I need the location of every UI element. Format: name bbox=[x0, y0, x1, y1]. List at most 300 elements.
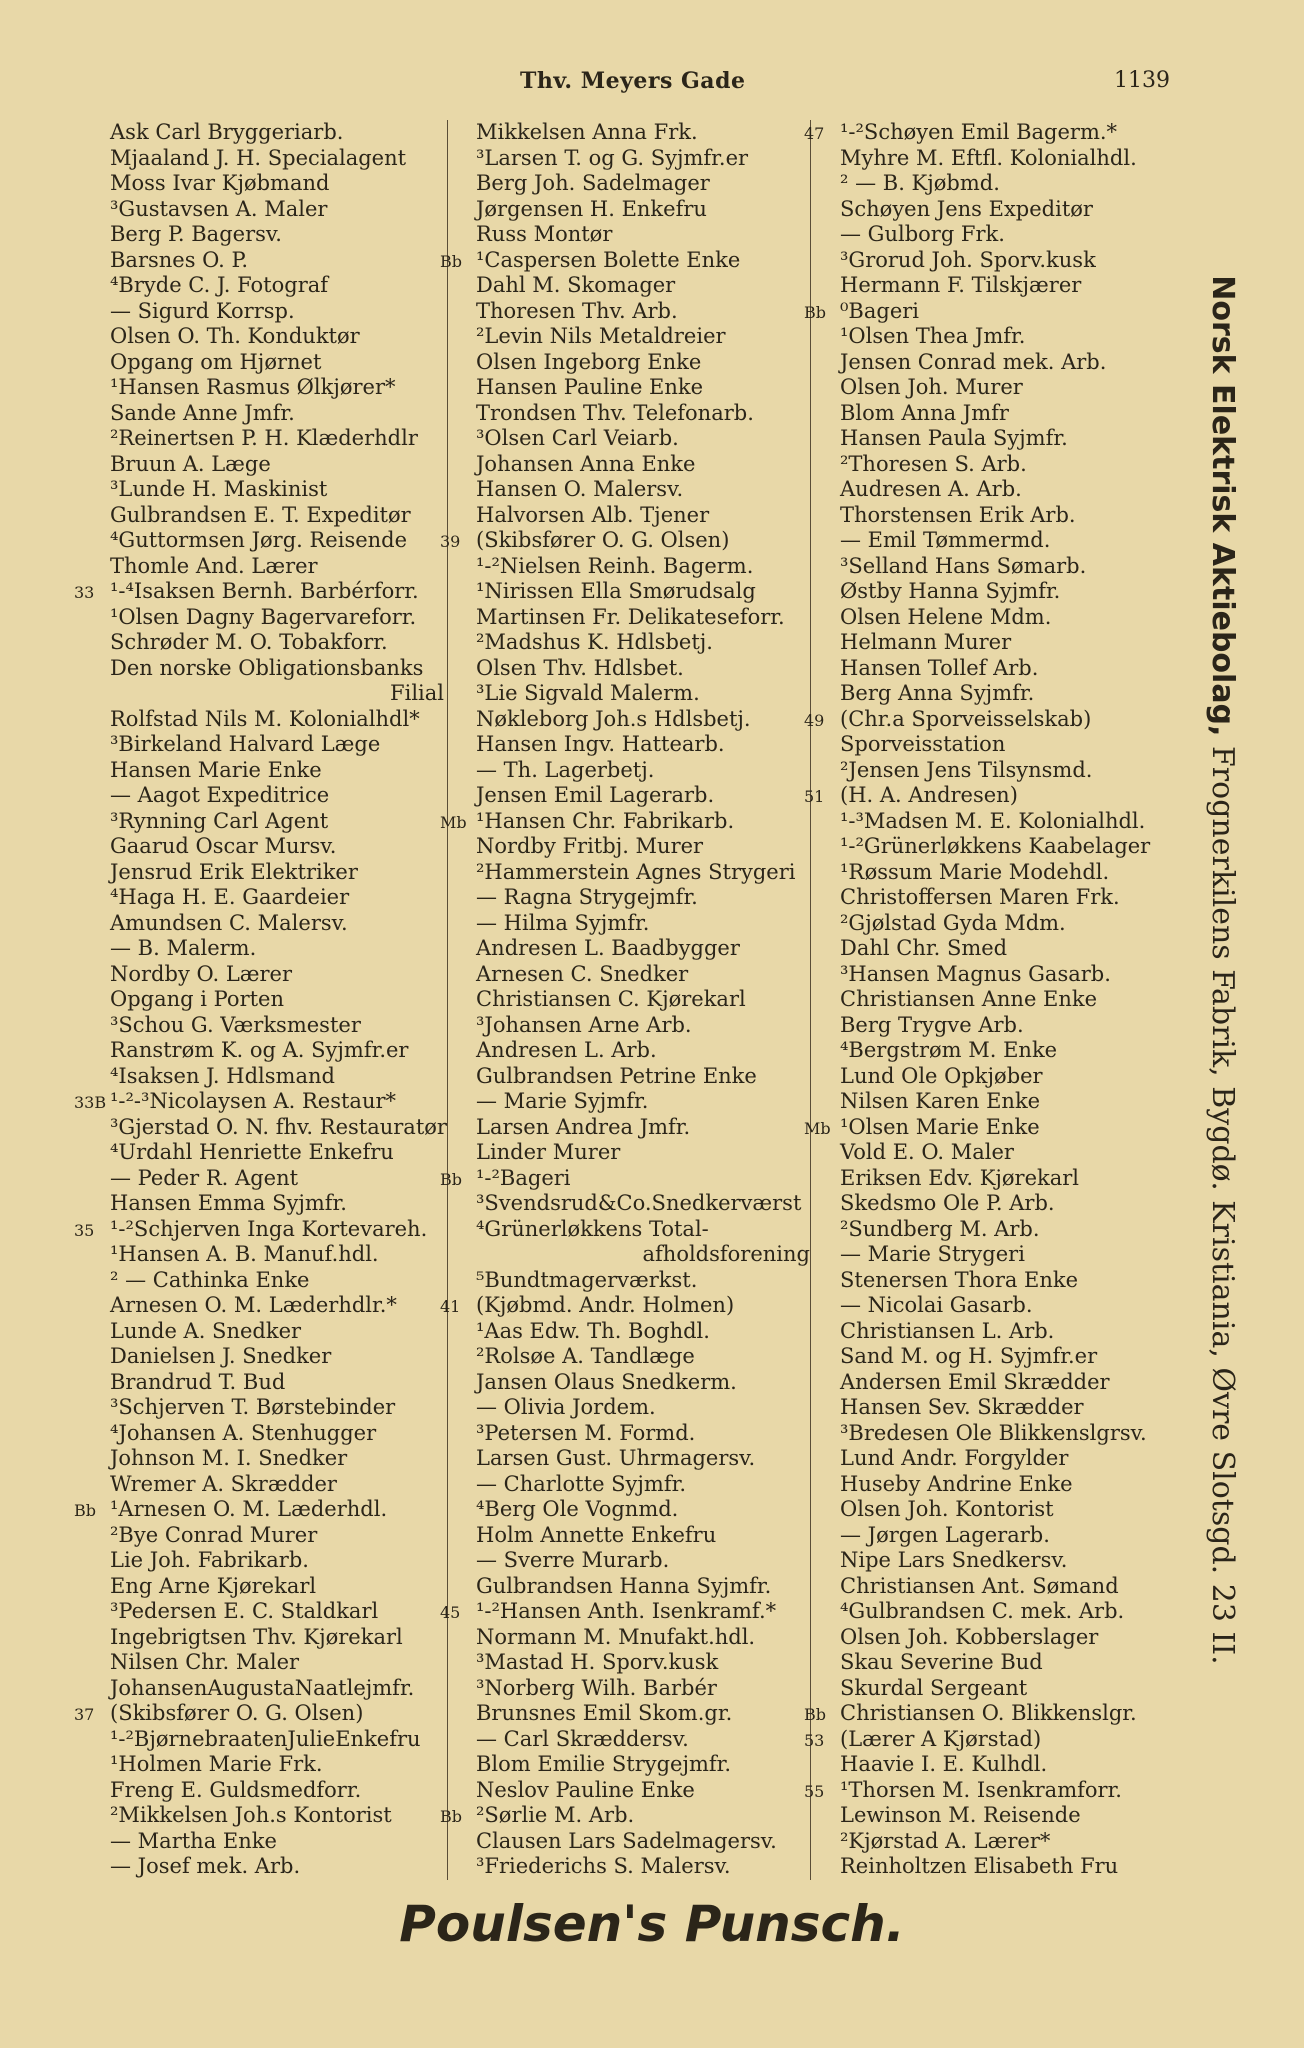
entry-text: Lund Ole Opkjøber bbox=[840, 1063, 1043, 1088]
directory-entry bbox=[804, 732, 1174, 758]
directory-entry bbox=[74, 1446, 444, 1472]
entry-text: ²Rolsøe A. Tandlæge bbox=[476, 1344, 695, 1368]
entry-text: ²Mikkelsen Joh.s Kontorist bbox=[110, 1803, 392, 1827]
entry-text: — Charlotte Syjmfr. bbox=[476, 1471, 687, 1496]
entry-text: Nøkleborg Joh.s Hdlsbetj. bbox=[476, 706, 751, 731]
directory-entry bbox=[804, 1166, 1174, 1192]
house-number: 55 bbox=[804, 1781, 825, 1801]
directory-entry bbox=[804, 834, 1174, 860]
entry-text: ¹Thorsen M. Isenkramforr. bbox=[840, 1777, 1122, 1802]
entry-text: — Nicolai Gasarb. bbox=[840, 1293, 1033, 1317]
directory-entry bbox=[804, 1676, 1174, 1702]
directory-entry bbox=[74, 860, 444, 886]
entry-text: ⁴Johansen A. Stenhugger bbox=[110, 1420, 377, 1445]
entry-text: ² — B. Kjøbmd. bbox=[840, 171, 1000, 195]
directory-entry bbox=[804, 1013, 1174, 1039]
entry-text: Neslov Pauline Enke bbox=[476, 1777, 695, 1802]
page-header bbox=[0, 68, 1304, 108]
entry-text: (Skibsfører O. G. Olsen) bbox=[110, 1701, 364, 1725]
entry-text: Reinholtzen Elisabeth Fru bbox=[840, 1854, 1119, 1878]
directory-entry bbox=[440, 1472, 810, 1498]
entry-text: ³Gjerstad O. N. fhv. Restauratør bbox=[110, 1114, 447, 1139]
directory-entry bbox=[74, 1140, 444, 1166]
entry-text: Opgang i Porten bbox=[110, 987, 285, 1011]
directory-entry bbox=[74, 834, 444, 860]
directory-entry bbox=[440, 630, 810, 656]
directory-entry bbox=[804, 885, 1174, 911]
entry-text: Haavie I. E. Kulhdl. bbox=[840, 1752, 1048, 1776]
entry-text: ¹Nirissen Ella Smørudsalg bbox=[476, 579, 756, 603]
directory-entry bbox=[804, 1421, 1174, 1447]
directory-entry bbox=[74, 120, 444, 146]
directory-entry bbox=[804, 1319, 1174, 1345]
house-number: 39 bbox=[440, 532, 461, 551]
entry-text: — Ragna Strygejmfr. bbox=[476, 885, 698, 909]
entry-text: Lund Andr. Forgylder bbox=[840, 1446, 1069, 1470]
entry-text: ¹Hansen A. B. Manuf.hdl. bbox=[110, 1242, 379, 1266]
entry-text: Russ Montør bbox=[476, 222, 613, 246]
directory-entry bbox=[804, 1650, 1174, 1676]
entry-text: JohansenAugustaNaatlejmfr. bbox=[110, 1675, 415, 1700]
entry-text: Olsen Helene Mdm. bbox=[840, 604, 1052, 629]
entry-text: Berg Joh. Sadelmager bbox=[476, 171, 710, 195]
column-1 bbox=[74, 120, 447, 1880]
directory-entry bbox=[74, 630, 444, 656]
entry-text: Jensen Emil Lagerarb. bbox=[476, 783, 715, 807]
directory-entry bbox=[440, 758, 810, 784]
directory-entry bbox=[74, 503, 444, 529]
entry-text: ¹Røssum Marie Modehdl. bbox=[840, 859, 1110, 884]
directory-entry bbox=[440, 299, 810, 325]
directory-entry bbox=[440, 1829, 810, 1855]
directory-entry bbox=[804, 1829, 1174, 1855]
directory-entry bbox=[804, 1727, 1174, 1753]
house-number: Bb bbox=[804, 1705, 826, 1724]
entry-text: — Emil Tømmermd. bbox=[840, 528, 1051, 552]
directory-entry bbox=[440, 1523, 810, 1549]
entry-text: ¹-²Grünerløkkens Kaabelager bbox=[840, 834, 1151, 858]
entry-text: Halvorsen Alb. Tjener bbox=[476, 502, 710, 527]
entry-text: — Martha Enke bbox=[110, 1828, 277, 1853]
directory-entry bbox=[440, 911, 810, 937]
directory-entry bbox=[74, 554, 444, 580]
directory-entry bbox=[74, 758, 444, 784]
directory-entry bbox=[804, 171, 1174, 197]
directory-entry bbox=[804, 936, 1174, 962]
entry-text: Hansen Sev. Skrædder bbox=[840, 1395, 1084, 1419]
entry-text: ¹Olsen Dagny Bagervareforr. bbox=[110, 604, 417, 629]
entry-text: ⁵Bundtmagerværkst. bbox=[476, 1267, 698, 1292]
directory-entry bbox=[74, 1421, 444, 1447]
directory-entry bbox=[440, 1038, 810, 1064]
directory-entry bbox=[804, 1293, 1174, 1319]
entry-text: ³Birkeland Halvard Læge bbox=[110, 732, 381, 756]
entry-text: — Hilma Syjmfr. bbox=[476, 910, 650, 935]
directory-entry bbox=[804, 1268, 1174, 1294]
directory-entry bbox=[74, 1268, 444, 1294]
directory-entry bbox=[804, 503, 1174, 529]
directory-entry bbox=[804, 1089, 1174, 1115]
directory-entry bbox=[440, 1752, 810, 1778]
directory-entry bbox=[804, 1778, 1174, 1804]
directory-entry bbox=[804, 860, 1174, 886]
directory-entry bbox=[440, 1370, 810, 1396]
directory-entry bbox=[74, 1370, 444, 1396]
entry-text: Olsen O. Th. Konduktør bbox=[110, 324, 360, 348]
entry-text: Den norske Obligationsbanks bbox=[110, 655, 424, 680]
entry-text: ¹Olsen Thea Jmfr. bbox=[840, 324, 1026, 348]
entry-text: Østby Hanna Syjmfr. bbox=[840, 579, 1061, 603]
house-number: 33B bbox=[74, 1093, 107, 1112]
entry-text: Blom Anna Jmfr bbox=[840, 400, 1009, 425]
entry-text: — Sigurd Korrsp. bbox=[110, 298, 295, 323]
entry-text: Christiansen Anne Enke bbox=[840, 987, 1098, 1011]
entry-text: Sande Anne Jmfr. bbox=[110, 400, 295, 425]
directory-entry bbox=[804, 1599, 1174, 1625]
directory-entry bbox=[74, 1523, 444, 1549]
entry-text: Vold E. O. Maler bbox=[840, 1140, 1014, 1164]
page-number: 1139 bbox=[1114, 68, 1170, 93]
directory-entry bbox=[804, 1038, 1174, 1064]
directory-entry bbox=[804, 656, 1174, 682]
entry-text: ² — Cathinka Enke bbox=[110, 1267, 310, 1292]
directory-entry bbox=[74, 1038, 444, 1064]
directory-entry bbox=[440, 1676, 810, 1702]
directory-entry bbox=[74, 1727, 444, 1753]
entry-text: Gulbrandsen Hanna Syjmfr. bbox=[476, 1573, 772, 1598]
directory-entry bbox=[804, 273, 1174, 299]
directory-entry bbox=[74, 1625, 444, 1651]
entry-text: ¹-²Schjerven Inga Kortevareh. bbox=[110, 1216, 428, 1241]
entry-text: Brunsnes Emil Skom.gr. bbox=[476, 1701, 733, 1725]
entry-text: ³Johansen Arne Arb. bbox=[476, 1012, 692, 1037]
directory-entry bbox=[74, 1395, 444, 1421]
directory-entry bbox=[74, 732, 444, 758]
directory-entry bbox=[440, 834, 810, 860]
directory-entry bbox=[440, 1599, 810, 1625]
entry-text: ³Gustavsen A. Maler bbox=[110, 196, 328, 221]
directory-entry bbox=[74, 197, 444, 223]
entry-text: — Peder R. Agent bbox=[110, 1165, 299, 1190]
directory-entry bbox=[440, 1446, 810, 1472]
directory-entry bbox=[440, 120, 810, 146]
entry-text: Nilsen Karen Enke bbox=[840, 1089, 1041, 1113]
directory-entry bbox=[74, 248, 444, 274]
directory-entry bbox=[804, 528, 1174, 554]
entry-text: — Sverre Murarb. bbox=[476, 1548, 670, 1572]
directory-entry bbox=[74, 783, 444, 809]
entry-text: Myhre M. Eftfl. Kolonialhdl. bbox=[840, 145, 1137, 170]
entry-text: Bruun A. Læge bbox=[110, 451, 271, 476]
entry-text: Thoresen Thv. Arb. bbox=[476, 298, 678, 323]
entry-text: ⁰Bageri bbox=[840, 298, 919, 323]
entry-text: Eng Arne Kjørekarl bbox=[110, 1573, 317, 1598]
entry-text: Christiansen Ant. Sømand bbox=[840, 1573, 1119, 1598]
directory-entry bbox=[440, 962, 810, 988]
entry-text: Christiansen O. Blikkenslgr. bbox=[840, 1701, 1137, 1725]
entry-text: ²Reinertsen P. H. Klæderhdlr bbox=[110, 426, 418, 450]
directory-entry bbox=[804, 962, 1174, 988]
directory-entry bbox=[74, 426, 444, 452]
directory-entry bbox=[440, 452, 810, 478]
entry-text: Nordby O. Lærer bbox=[110, 961, 293, 986]
entry-text: Normann M. Mnufakt.hdl. bbox=[476, 1624, 756, 1649]
entry-text: Dahl M. Skomager bbox=[476, 273, 676, 297]
entry-text: ⁴Grünerløkkens Total- bbox=[476, 1216, 709, 1241]
house-number: Bb bbox=[440, 1169, 462, 1189]
entry-text: Larsen Gust. Uhrmagersv. bbox=[476, 1446, 756, 1470]
directory-entry bbox=[804, 1115, 1174, 1141]
directory-entry bbox=[804, 707, 1174, 733]
house-number: 33 bbox=[74, 583, 95, 602]
entry-text: Sporveisstation bbox=[840, 732, 1006, 756]
entry-text: Skurdal Sergeant bbox=[840, 1675, 1028, 1700]
entry-text: Arnesen C. Snedker bbox=[476, 961, 689, 986]
directory-entry bbox=[440, 1395, 810, 1421]
directory-entry bbox=[74, 809, 444, 835]
entry-text: ¹-⁴Isaksen Bernh. Barbérforr. bbox=[110, 579, 419, 603]
footer-advertisement: Poulsen's Punsch. bbox=[399, 1895, 905, 1953]
entry-text: ³Pedersen E. C. Staldkarl bbox=[110, 1599, 379, 1623]
directory-entry bbox=[440, 885, 810, 911]
directory-entry bbox=[804, 1242, 1174, 1268]
entry-text: ¹Aas Edw. Th. Boghdl. bbox=[476, 1318, 710, 1343]
entry-text: ¹-²Bageri bbox=[476, 1165, 571, 1190]
entry-text: Hansen Marie Enke bbox=[110, 757, 322, 782]
directory-entry bbox=[440, 273, 810, 299]
directory-entry bbox=[440, 554, 810, 580]
entry-text: ³Lunde H. Maskinist bbox=[110, 477, 328, 501]
directory-entry bbox=[440, 1140, 810, 1166]
entry-text: ¹-²-³Nicolaysen A. Restaur* bbox=[110, 1089, 397, 1113]
directory-entry bbox=[440, 1650, 810, 1676]
house-number: Bb bbox=[440, 251, 462, 271]
directory-entry bbox=[74, 1829, 444, 1855]
entry-text: Thomle And. Lærer bbox=[110, 553, 318, 578]
directory-entry bbox=[804, 783, 1174, 809]
directory-entry bbox=[74, 1242, 444, 1268]
entry-text: ³Selland Hans Sømarb. bbox=[840, 553, 1087, 578]
directory-entry bbox=[804, 1752, 1174, 1778]
entry-text: Danielsen J. Snedker bbox=[110, 1344, 332, 1368]
side-ad-company: Norsk Elektrisk Aktiebolag, bbox=[1205, 275, 1240, 737]
directory-entry bbox=[74, 579, 444, 605]
side-advertisement bbox=[1192, 40, 1252, 1900]
entry-text: Gaarud Oscar Mursv. bbox=[110, 834, 337, 858]
directory-entry bbox=[74, 936, 444, 962]
entry-text: — Jørgen Lagerarb. bbox=[840, 1522, 1050, 1547]
directory-entry bbox=[804, 477, 1174, 503]
entry-text: Hansen O. Malersv. bbox=[476, 477, 684, 501]
directory-entry bbox=[804, 1701, 1174, 1727]
entry-text: Blom Emilie Strygejmfr. bbox=[476, 1752, 732, 1776]
directory-entry bbox=[440, 197, 810, 223]
directory-entry bbox=[804, 1217, 1174, 1243]
directory-entry bbox=[74, 350, 444, 376]
directory-entry bbox=[74, 1089, 444, 1115]
directory-entry bbox=[804, 222, 1174, 248]
directory-entry bbox=[74, 1064, 444, 1090]
directory-entry bbox=[804, 299, 1174, 325]
directory-entry bbox=[440, 1191, 810, 1217]
directory-entry bbox=[74, 1701, 444, 1727]
house-number: 45 bbox=[440, 1603, 461, 1622]
directory-entry bbox=[440, 350, 810, 376]
entry-text: Olsen Ingeborg Enke bbox=[476, 349, 702, 374]
entry-text: Christiansen C. Kjørekarl bbox=[476, 987, 746, 1011]
entry-text: ²Levin Nils Metaldreier bbox=[476, 324, 726, 348]
entry-text: ²Madshus K. Hdlsbetj. bbox=[476, 630, 713, 654]
entry-text: — Olivia Jordem. bbox=[476, 1395, 656, 1419]
house-number: Bb bbox=[440, 1807, 462, 1826]
directory-entry bbox=[74, 477, 444, 503]
entry-text: Christoffersen Maren Frk. bbox=[840, 885, 1120, 909]
directory-entry bbox=[440, 375, 810, 401]
directory-entry bbox=[74, 1191, 444, 1217]
directory-entry bbox=[440, 1268, 810, 1294]
entry-text: ³Schou G. Værksmester bbox=[110, 1012, 361, 1037]
entry-text: ⁴Berg Ole Vognmd. bbox=[476, 1497, 679, 1521]
directory-entry bbox=[804, 324, 1174, 350]
entry-text: Audresen A. Arb. bbox=[840, 477, 1022, 501]
entry-text: ¹Hansen Chr. Fabrikarb. bbox=[476, 808, 735, 833]
directory-entry bbox=[440, 324, 810, 350]
directory-entry bbox=[804, 1574, 1174, 1600]
directory-entry bbox=[804, 1064, 1174, 1090]
entry-text: ⁴Bryde C. J. Fotograf bbox=[110, 273, 329, 297]
directory-entry bbox=[804, 452, 1174, 478]
entry-text: ³Rynning Carl Agent bbox=[110, 808, 329, 833]
directory-entry bbox=[440, 1242, 810, 1268]
entry-text: Brandrud T. Bud bbox=[110, 1369, 286, 1394]
entry-text: Berg Anna Syjmfr. bbox=[840, 681, 1035, 705]
entry-text: — Marie Syjmfr. bbox=[476, 1089, 649, 1113]
house-number: 41 bbox=[440, 1297, 461, 1316]
directory-entry bbox=[74, 452, 444, 478]
directory-entry bbox=[74, 528, 444, 554]
directory-entry bbox=[74, 299, 444, 325]
directory-entry bbox=[440, 681, 810, 707]
entry-text: ⁴Isaksen J. Hdlsmand bbox=[110, 1063, 335, 1088]
entry-text: Schrøder M. O. Tobakforr. bbox=[110, 630, 388, 654]
entry-text: Jansen Olaus Snedkerm. bbox=[476, 1369, 737, 1394]
entry-text: ²Kjørstad A. Lærer* bbox=[840, 1828, 1051, 1853]
entry-text: Filial bbox=[390, 681, 444, 705]
entry-text: Linder Murer bbox=[476, 1140, 621, 1164]
entry-text: Mikkelsen Anna Frk. bbox=[476, 120, 698, 144]
street-title: Thv. Meyers Gade bbox=[520, 68, 746, 94]
directory-entry bbox=[74, 987, 444, 1013]
house-number: Mb bbox=[440, 812, 467, 832]
directory-entry bbox=[74, 1293, 444, 1319]
entry-text: (Kjøbmd. Andr. Holmen) bbox=[476, 1293, 735, 1317]
entry-text: Helmann Murer bbox=[840, 630, 1012, 654]
directory-entry bbox=[804, 681, 1174, 707]
directory-entry bbox=[804, 554, 1174, 580]
entry-text: — Josef mek. Arb. bbox=[110, 1854, 301, 1878]
directory-entry bbox=[440, 1803, 810, 1829]
directory-entry bbox=[440, 1778, 810, 1804]
directory-entry bbox=[440, 401, 810, 427]
directory-entry bbox=[804, 426, 1174, 452]
house-number: Mb bbox=[804, 1118, 831, 1138]
directory-entry bbox=[804, 758, 1174, 784]
directory-entry bbox=[440, 528, 810, 554]
entry-text: ¹Caspersen Bolette Enke bbox=[476, 247, 741, 272]
directory-entry bbox=[440, 987, 810, 1013]
directory-entry bbox=[804, 987, 1174, 1013]
entry-text: Ask Carl Bryggeriarb. bbox=[110, 120, 344, 144]
directory-entry bbox=[804, 120, 1174, 146]
directory-entry bbox=[804, 605, 1174, 631]
entry-text: Andresen L. Baadbygger bbox=[476, 936, 740, 960]
entry-text: Moss Ivar Kjøbmand bbox=[110, 171, 330, 195]
house-number: 53 bbox=[804, 1730, 825, 1750]
directory-entry bbox=[440, 1089, 810, 1115]
entry-text: ³Olsen Carl Veiarb. bbox=[476, 426, 679, 450]
entry-text: Rolfstad Nils M. Kolonialhdl* bbox=[110, 706, 420, 731]
house-number: 49 bbox=[804, 710, 825, 730]
house-number: 47 bbox=[804, 124, 825, 143]
entry-text: ¹Arnesen O. M. Læderhdl. bbox=[110, 1497, 388, 1521]
entry-text: Jørgensen H. Enkefru bbox=[476, 196, 707, 221]
entry-text: ¹-²Schøyen Emil Bagerm.* bbox=[840, 120, 1118, 144]
directory-entry bbox=[440, 809, 810, 835]
directory-entry bbox=[804, 1191, 1174, 1217]
entry-text: ²Gjølstad Gyda Mdm. bbox=[840, 910, 1066, 935]
entry-text: — Th. Lagerbetj. bbox=[476, 757, 655, 782]
entry-text: Jensen Conrad mek. Arb. bbox=[840, 349, 1107, 374]
entry-text: — B. Malerm. bbox=[110, 936, 257, 960]
directory-entry bbox=[440, 1344, 810, 1370]
directory-entry bbox=[440, 656, 810, 682]
entry-text: Lie Joh. Fabrikarb. bbox=[110, 1548, 309, 1572]
directory-entry bbox=[440, 171, 810, 197]
directory-entry bbox=[440, 936, 810, 962]
entry-text: Hansen Tollef Arb. bbox=[840, 655, 1039, 680]
entry-text: Hansen Ingv. Hattearb. bbox=[476, 732, 725, 756]
entry-text: Clausen Lars Sadelmagersv. bbox=[476, 1828, 777, 1853]
entry-text: Larsen Andrea Jmfr. bbox=[476, 1114, 691, 1139]
entry-text: ³Norberg Wilh. Barbér bbox=[476, 1675, 717, 1700]
entry-text: Nordby Fritbj. Murer bbox=[476, 834, 704, 858]
directory-entry bbox=[804, 1803, 1174, 1829]
entry-text: Trondsen Thv. Telefonarb. bbox=[476, 400, 754, 425]
entry-text: Johnson M. I. Snedker bbox=[110, 1446, 348, 1470]
entry-text: Berg Trygve Arb. bbox=[840, 1012, 1024, 1037]
directory-entry bbox=[74, 324, 444, 350]
directory-entry bbox=[74, 1114, 447, 1141]
entry-text: Gulbrandsen Petrine Enke bbox=[476, 1063, 757, 1088]
house-number: Bb bbox=[74, 1501, 96, 1520]
entry-text: (H. A. Andresen) bbox=[840, 783, 1018, 807]
entry-text: Olsen Thv. Hdlsbet. bbox=[476, 655, 684, 680]
directory-entry bbox=[440, 860, 810, 886]
house-number: 51 bbox=[804, 787, 825, 806]
entry-text: — Marie Strygeri bbox=[840, 1242, 1025, 1266]
entry-text: Thorstensen Erik Arb. bbox=[840, 502, 1076, 527]
directory-entry bbox=[804, 197, 1174, 223]
directory-entry bbox=[804, 146, 1174, 172]
directory-entry bbox=[804, 579, 1174, 605]
entry-text: Martinsen Fr. Delikateseforr. bbox=[476, 604, 785, 629]
entry-text: Olsen Joh. Murer bbox=[840, 375, 1023, 399]
directory-entry bbox=[440, 426, 810, 452]
directory-entry bbox=[440, 1574, 810, 1600]
entry-text: Ingebrigtsen Thv. Kjørekarl bbox=[110, 1624, 403, 1649]
entry-text: ²Thoresen S. Arb. bbox=[840, 451, 1027, 476]
entry-text: (Lærer A Kjørstad) bbox=[840, 1726, 1042, 1751]
